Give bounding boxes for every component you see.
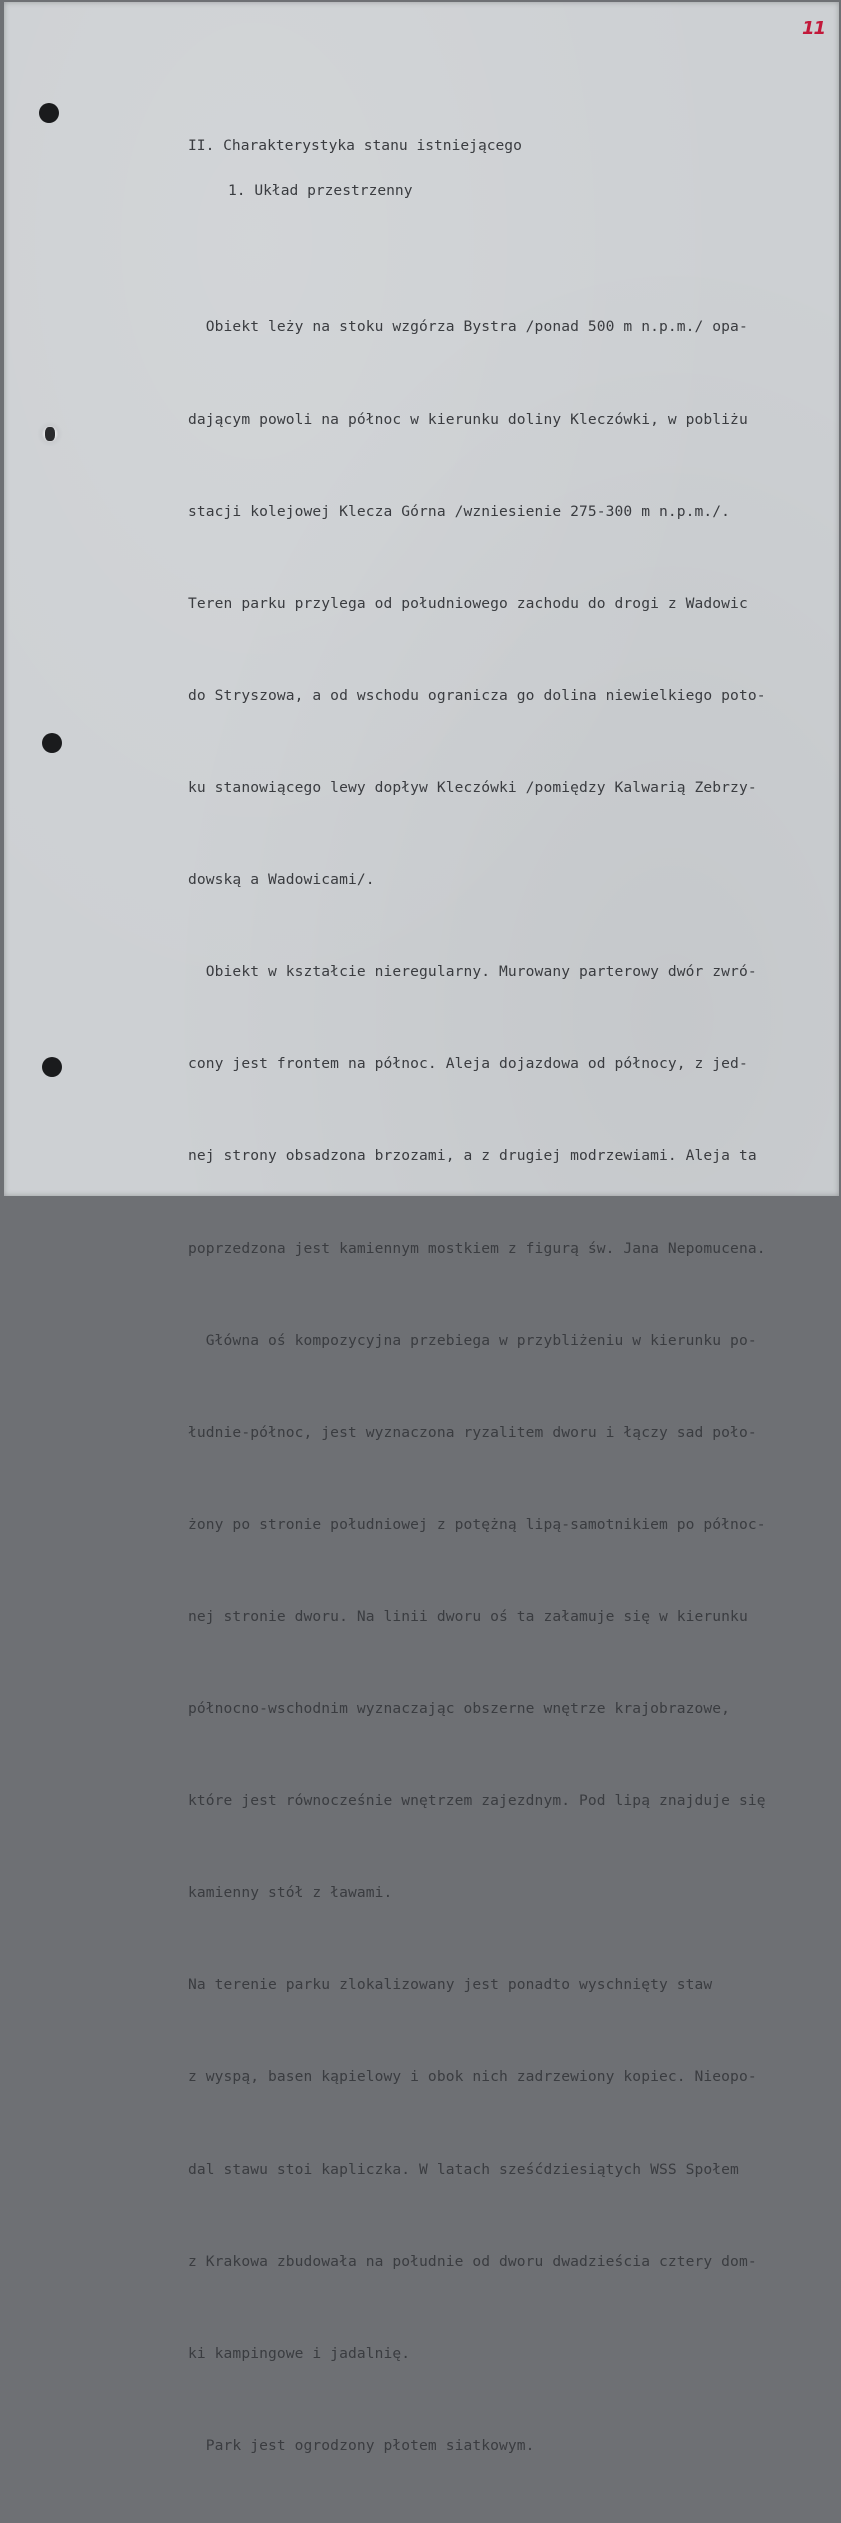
text-line: północno-wschodnim wyznaczając obszerne wnętrze krajobrazowe, bbox=[188, 1700, 731, 1718]
text-line: dowską a Wadowicami/. bbox=[188, 871, 375, 889]
text-line: kamienny stół z ławami. bbox=[188, 1884, 393, 1902]
text-line: Obiekt w kształcie nieregularny. Murowany parterowy dwór zwró- bbox=[188, 963, 757, 981]
body-text bbox=[188, 251, 766, 2523]
text-line: z wyspą, basen kąpielowy i obok nich zadrzewiony kopiec. Nieopo- bbox=[188, 2068, 757, 2086]
page-number: 11 bbox=[802, 18, 826, 39]
binder-hole bbox=[42, 733, 62, 753]
binder-hole bbox=[42, 1057, 62, 1077]
text-line: Główna oś kompozycyjna przebiega w przybliżeniu w kierunku po- bbox=[188, 1331, 757, 1349]
typewritten-page bbox=[4, 2, 839, 2454]
text-line: Obiekt leży na stoku wzgórza Bystra /ponad 500 m n.p.m./ opa- bbox=[188, 318, 748, 336]
text-line: które jest równocześnie wnętrzem zajezdnym. Pod lipą znajduje się bbox=[188, 1792, 766, 1810]
text-line: Na terenie parku zlokalizowany jest ponadto wyschnięty staw bbox=[188, 1976, 713, 1994]
text-line: cony jest frontem na północ. Aleja dojazdowa od północy, z jed- bbox=[188, 1055, 748, 1073]
text-line: nej stronie dworu. Na linii dworu oś ta załamuje się w kierunku bbox=[188, 1607, 748, 1625]
subsection-heading: 1. Układ przestrzenny bbox=[228, 182, 413, 199]
text-line: poprzedzona jest kamiennym mostkiem z figurą św. Jana Nepomucena. bbox=[188, 1239, 766, 1257]
text-line: dal stawu stoi kapliczka. W latach sześćdziesiątych WSS Społem bbox=[188, 2160, 739, 2178]
text-line: stacji kolejowej Klecza Górna /wzniesienie 275-300 m n.p.m./. bbox=[188, 502, 731, 520]
text-line: do Stryszowa, a od wschodu ogranicza go dolina niewielkiego poto- bbox=[188, 686, 766, 704]
binder-hole bbox=[39, 103, 59, 123]
section-heading: II. Charakterystyka stanu istniejącego bbox=[188, 137, 522, 154]
text-line: żony po stronie południowej z potężną lipą-samotnikiem po północ- bbox=[188, 1515, 766, 1533]
text-line: dającym powoli na północ w kierunku doliny Kleczówki, w pobliżu bbox=[188, 410, 748, 428]
text-line: łudnie-północ, jest wyznaczona ryzalitem dworu i łączy sad poło- bbox=[188, 1423, 757, 1441]
text-line: Teren parku przylega od południowego zachodu do drogi z Wadowic bbox=[188, 594, 748, 612]
text-line: nej strony obsadzona brzozami, a z drugiej modrzewiami. Aleja ta bbox=[188, 1147, 757, 1165]
text-line: ku stanowiącego lewy dopływ Kleczówki /pomiędzy Kalwarią Zebrzy- bbox=[188, 778, 757, 796]
text-line: z Krakowa zbudowała na południe od dworu dwadzieścia cztery dom- bbox=[188, 2252, 757, 2270]
text-line: ki kampingowe i jadalnię. bbox=[188, 2344, 411, 2362]
text-line: Park jest ogrodzony płotem siatkowym. bbox=[188, 2436, 535, 2454]
binder-hole bbox=[37, 421, 63, 447]
